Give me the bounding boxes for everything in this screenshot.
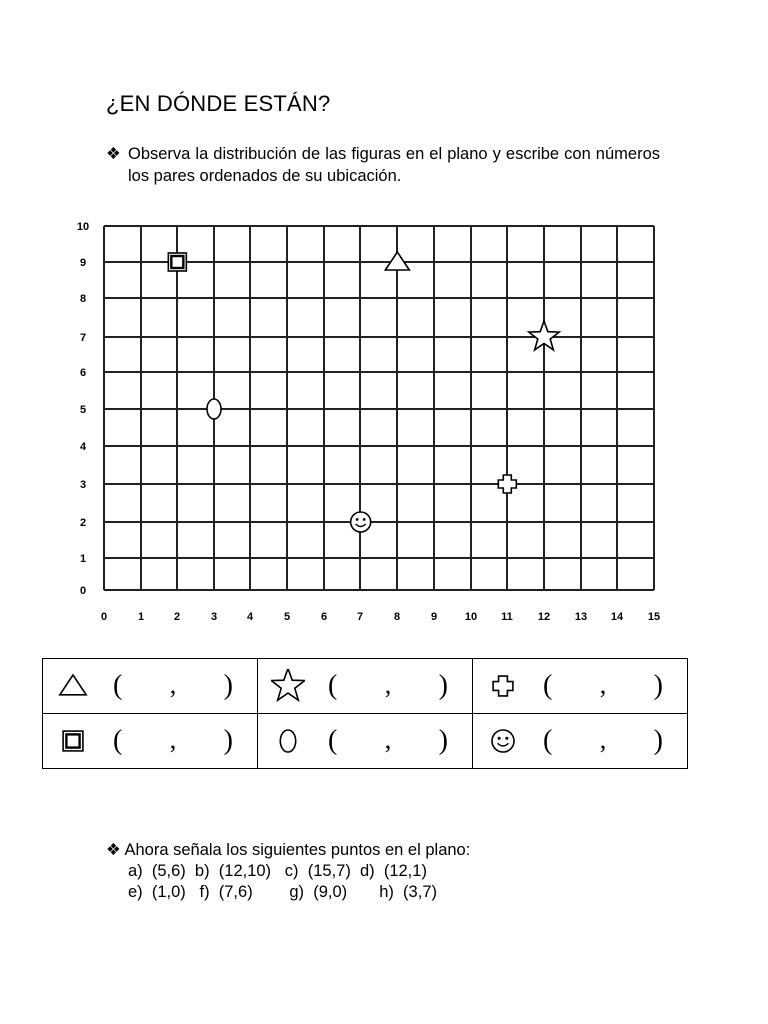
pair-open: ( [543,670,553,701]
triangle-icon [56,669,90,703]
y-tick-label: 8 [79,293,87,305]
x-tick-label: 4 [246,611,254,623]
cross-icon [486,669,520,703]
pair-comma: , [169,725,177,754]
answer-table [42,658,688,769]
x-tick-label: 11 [501,611,513,623]
oval-icon [271,724,305,758]
pair-open: ( [328,670,338,701]
x-tick-label: 8 [393,611,401,623]
x-tick-label: 2 [173,611,181,623]
ordered-pair-blank [328,725,448,757]
x-tick-label: 10 [464,611,478,623]
y-tick-label: 6 [79,367,87,379]
answer-row [43,659,688,714]
square-icon [168,253,186,271]
pair-comma: , [169,670,177,699]
star-icon [271,669,305,703]
y-tick-label: 1 [79,553,87,565]
x-tick-label: 5 [283,611,291,623]
y-tick-label: 0 [79,585,87,597]
pair-comma: , [384,670,392,699]
y-tick-label: 4 [79,441,87,453]
smiley-icon [351,512,371,532]
x-tick-label: 13 [574,611,588,623]
x-tick-label: 0 [100,611,108,623]
bullet-icon: ❖ [106,145,121,163]
cross-icon [498,475,516,493]
y-tick-label: 3 [79,479,87,491]
x-tick-label: 7 [356,611,364,623]
answer-cell-cross[interactable] [473,659,688,714]
x-tick-label: 12 [537,611,551,623]
pair-open: ( [328,725,338,756]
x-tick-label: 3 [210,611,218,623]
ordered-pair-blank [543,725,663,757]
x-tick-label: 15 [647,611,661,623]
second-task [106,840,470,903]
x-tick-label: 9 [430,611,438,623]
answer-cell-triangle[interactable] [43,659,258,714]
pair-open: ( [113,725,123,756]
oval-icon [207,399,221,419]
second-task-heading: Ahora señala los siguientes puntos en el plano: [124,841,471,859]
pair-comma: , [599,725,607,754]
pair-open: ( [113,670,123,701]
pair-close: ) [438,725,448,756]
ordered-pair-blank [328,670,448,702]
instruction-text: Observa la distribución de las figuras en el plano y escribe con números los pares ordenados de su ubicación. [128,145,660,185]
square-icon [56,724,90,758]
answer-cell-smiley[interactable] [473,714,688,769]
pair-comma: , [384,725,392,754]
ordered-pair-blank [543,670,663,702]
pair-open: ( [543,725,553,756]
bullet-icon: ❖ [106,841,121,859]
x-tick-label: 6 [320,611,328,623]
y-tick-label: 5 [79,404,87,416]
answer-row [43,714,688,769]
page-title: ¿EN DÓNDE ESTÁN? [106,91,331,116]
y-tick-label: 10 [76,221,90,233]
pair-close: ) [223,725,233,756]
ordered-pair-blank [113,670,233,702]
answer-cell-star[interactable] [258,659,473,714]
pair-comma: , [599,670,607,699]
pair-close: ) [653,725,663,756]
pair-close: ) [653,670,663,701]
y-tick-label: 2 [79,517,87,529]
x-tick-label: 1 [137,611,145,623]
pair-close: ) [223,670,233,701]
pair-close: ) [438,670,448,701]
smiley-icon [486,724,520,758]
points-line-1: a) (5,6) b) (12,10) c) (15,7) d) (12,1) [128,862,427,880]
y-tick-label: 7 [79,332,87,344]
answer-cell-oval[interactable] [258,714,473,769]
points-line-2: e) (1,0) f) (7,6) g) (9,0) h) (3,7) [128,883,437,901]
ordered-pair-blank [113,725,233,757]
answer-cell-square[interactable] [43,714,258,769]
y-tick-label: 9 [79,257,87,269]
x-tick-label: 14 [610,611,624,623]
grid-lines [104,226,654,590]
